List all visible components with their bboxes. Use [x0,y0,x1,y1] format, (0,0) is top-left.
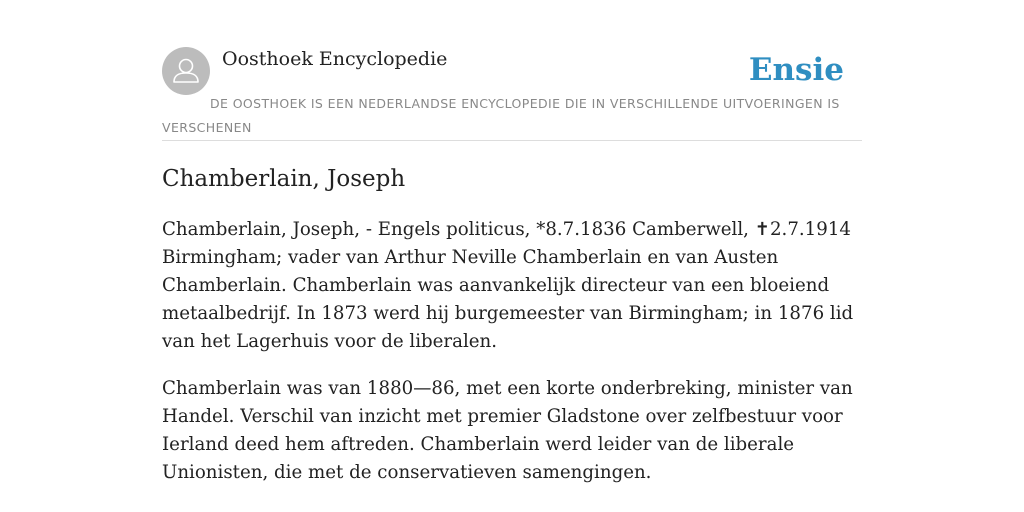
brand-logo[interactable]: Ensie [748,52,844,88]
site-tagline: DE OOSTHOEK IS EEN NEDERLANDSE ENCYCLOPEDIE DIE IN VERSCHILLENDE UITVOERINGEN IS VERSCHENEN [162,96,840,135]
user-icon[interactable] [162,47,210,95]
article-paragraph-1: Chamberlain, Joseph, - Engels politicus, *8.7.1836 Camberwell, ✝2.7.1914 Birmingham; vader van Arthur Neville Chamberlain en van Austen Chamberlain. Chamberlain was aanvankelijk directeur van een bloeiend metaalbedrijf. In 1873 werd hij burgemeester van Birmingham; in 1876 lid van het Lagerhuis voor de liberalen. [162,219,854,352]
page-header [162,44,862,141]
article-paragraph-2: Chamberlain was van 1880—86, met een korte onderbreking, minister van Handel. Verschil van inzicht met premier Gladstone over zelfbestuur voor Ierland deed hem aftreden. Chamberlain werd leider van de liberale Unionisten, die met de conservatieven samengingen. [162,378,853,483]
site-title[interactable]: Oosthoek Encyclopedie [222,48,448,70]
article-title: Chamberlain, Joseph [162,166,406,192]
